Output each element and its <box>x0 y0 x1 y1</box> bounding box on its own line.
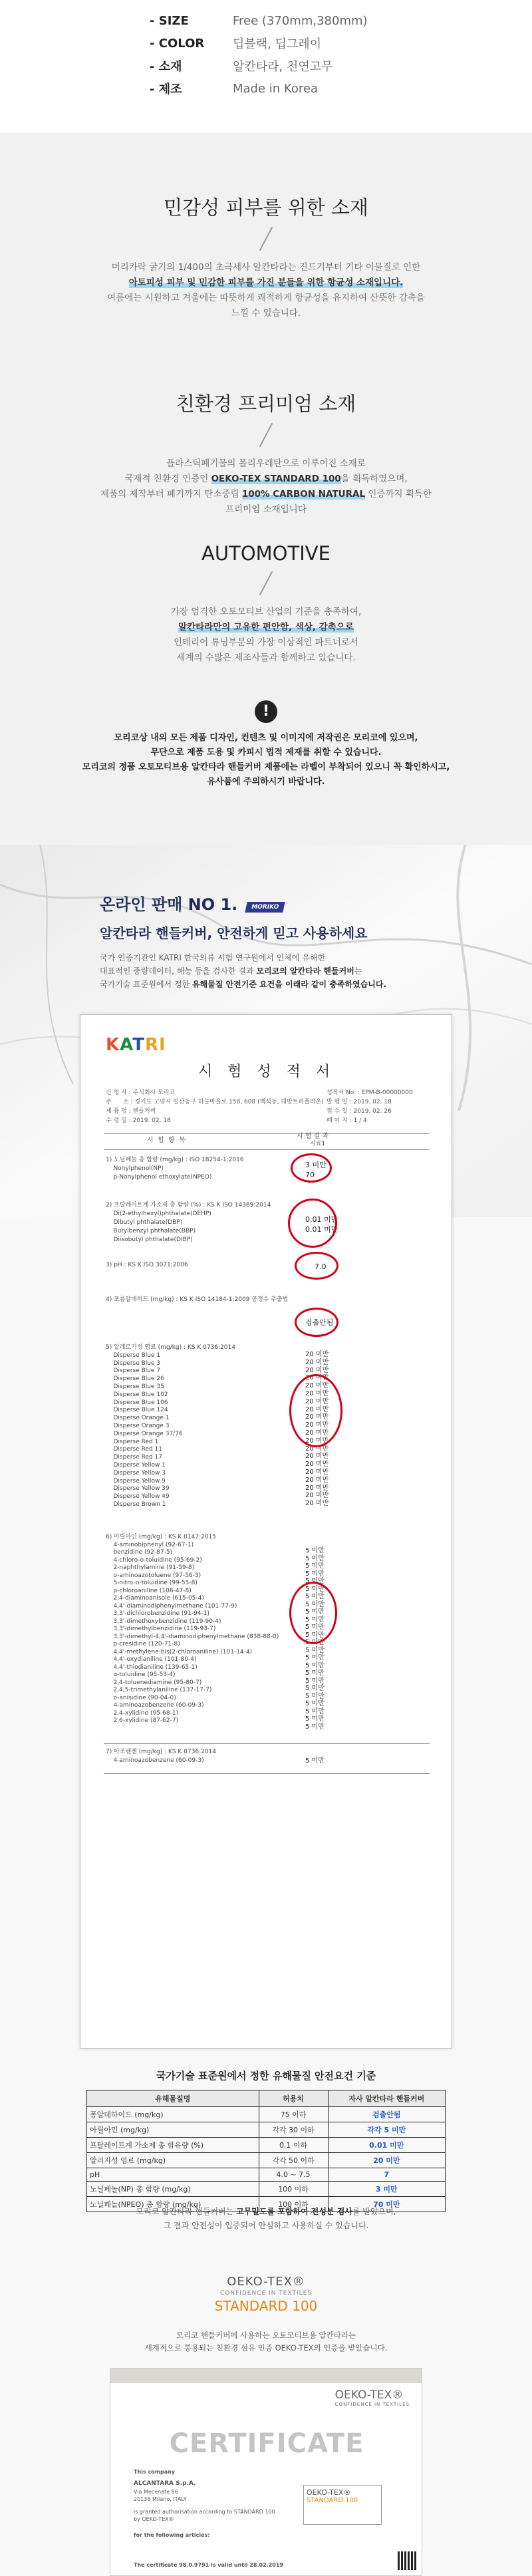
divider <box>259 227 273 251</box>
spec-key: - 소재 <box>150 57 233 74</box>
allergenic-dye-label: 5) 알레르기성 염료 (mg/kg) : KS K 0736:2014 Disperse Blue 1 Disperse Blue 3 Disperse Blue 7 Disperse Blue 26 Disperse Blue 35 Disperse Blue 102 Disperse Blue 106 Disperse Blue 124 Disperse Orange 1 Disperse Orange 3 Disperse Orange 37/76 Disperse Red 1 Disperse Red 11 Disperse Red 17 Disperse Yellow 1 Disperse Yellow 3 Disperse Yellow 9 Disperse Yellow 39 Disperse Yellow 49 Disperse Brown 1 <box>106 1344 235 1508</box>
paragraph <box>0 456 532 517</box>
text-line: 프리미엄 소재입니다 <box>225 504 307 515</box>
highlight-circle <box>289 1582 337 1644</box>
report-title: 시 험 성 적 서 <box>198 1064 336 1080</box>
paragraph <box>0 260 532 321</box>
text-line: 를 받았으며, <box>352 2207 396 2216</box>
text-line: 인테리어 튜닝부분의 가장 이상적인 파트너로서 <box>174 637 358 648</box>
spec-row-size <box>150 9 532 32</box>
company-address: Via Mecenate 86 20138 Milano, ITALY <box>134 2489 187 2502</box>
highlighted-text: 아토피성 피부 및 민감한 피부를 가진 분들을 위한 항균성 소재입니다. <box>128 277 404 288</box>
certification-section <box>0 845 532 2576</box>
highlight-circle <box>288 1199 337 1248</box>
promo-title: 온라인 판매 NO 1. <box>100 895 238 914</box>
product-spec <box>0 0 532 133</box>
oeko-tex-heading <box>0 2275 532 2314</box>
spec-value: 딥블랙, 딥그레이 <box>233 37 322 51</box>
text-line: 여름에는 시원하고 겨울에는 따뜻하게 쾌적하게 항균성을 유지하여 산뜻한 감촉을 <box>107 293 425 303</box>
azobenzene-value: 5 미만 <box>305 1757 325 1765</box>
text-line: 을 획득하였으며, <box>340 474 408 484</box>
highlight-circle <box>291 1153 332 1183</box>
logo-letter: T <box>132 1035 146 1055</box>
text-line: 유사품에 주의하시기 바랍니다. <box>207 777 325 787</box>
spec-row-material <box>150 55 532 77</box>
certificate-header-band <box>110 2368 422 2383</box>
arylamine-label: 6) 아릴아민 (mg/kg) : KS K 0147:2015 4-aminobiphenyl (92-67-1) benzidine (92-87-5) 4-chloro-o-toluidine (95-69-2) 2-naphthylamine (91-59-8) o-aminoazotoluene (97-56-3) 5-nitro-o-toluidine (99-55-8) p-chloroaniline (106-47-8) 2,4-diaminoanisole (615-05-4) 4,4'-diaminodiphenylmethane (101-77-9) 3,3'-dichlorobenzidine (91-94-1) 3,3'-dimethoxybenzidine (119-90-4) 3,3'-dimethylbenzidine (119-93-7) 3,3'-dimethyl-4,4'-diaminodiphenylmethane (838-88-0) p-cresidine (120-71-8) 4,4'-methylene-bis(2-chloroaniline) (101-14-4) 4,4'-oxydianiline (101-80-4) 4,4'-thiodianiline (139-65-1) o-toluidine (95-53-4) 2,4-toluenediamine (95-80-7) 2,4,5-trimethylaniline (137-17-7) o-anisidine (90-04-0) 4-aminoazobenzene (60-09-3) 2,4-xylidine (95-68-1) 2,6-xylidine (87-62-7) <box>106 1534 279 1724</box>
sensitive-skin-block <box>0 193 532 321</box>
table-row <box>87 2107 446 2122</box>
nonylphenol-value: 3 미만 70 <box>305 1161 327 1179</box>
cell: 알러지성 염료 (mg/kg) <box>87 2153 259 2168</box>
copyright-warning <box>0 700 532 789</box>
paragraph <box>0 605 532 666</box>
promo-subtitle: 알칸타라 핸들커버, 안전하게 믿고 사용하세요 <box>100 925 368 941</box>
standards-title: 국가기술 표준원에서 정한 유해물질 안전요건 기준 <box>156 2070 376 2082</box>
logo-text: OEKO-TEX® <box>334 2388 404 2402</box>
divider <box>104 1149 430 1150</box>
ph-label: 3) pH : KS K ISO 3071:2006 <box>106 1262 188 1268</box>
table-row <box>87 2168 446 2182</box>
cell: 폼알데하이드 (mg/kg) <box>87 2107 259 2122</box>
azobenzene-label: 7) 아조벤젠 (mg/kg) : KS K 0736:2014 4-aminoazobenzene (60-09-3) <box>106 1749 217 1764</box>
col-result-header: 시 험 결 과 <box>297 1133 329 1140</box>
logo-letter: A <box>120 1035 133 1055</box>
formaldehyde-value: 검출안됨 <box>305 1318 334 1327</box>
cell: 각각 5 미만 <box>328 2122 445 2138</box>
arylamine-value: 5 미만 5 미만 5 미만 5 미만 5 미만 5 미만 5 미만 5 미만 5 미만 5 미만 5 미만 5 미만 5 미만 5 미만 5 미만 5 미만 5 미만 5 미만 5 미만 5 미만 5 미만 5 미만 5 미만 5 미만 <box>305 1547 325 1731</box>
logo-subtext: CONFIDENCE IN TEXTILES <box>334 2402 410 2407</box>
formaldehyde-label: 4) 포름알데히드 (mg/kg) : KS K ISO 14184-1:2009 공정수 추출법 <box>106 1296 289 1303</box>
cell: 아릴아민 (mg/kg) <box>87 2122 259 2138</box>
spec-value: Free (370mm,380mm) <box>233 13 368 28</box>
section-title: 민감성 피부를 위한 소재 <box>164 196 368 219</box>
text-line: 는 <box>354 966 362 976</box>
logo-letter: K <box>106 1035 120 1055</box>
eco-material-block <box>0 389 532 517</box>
divider <box>259 571 273 595</box>
divider <box>104 1773 430 1774</box>
col-sample-header: 시료1 <box>310 1141 326 1147</box>
text-line: 인증까지 획득한 <box>365 489 432 500</box>
ph-value: 7.0 <box>315 1262 327 1271</box>
cell: 4.0 ~ 7.5 <box>259 2168 328 2182</box>
spec-key: - 제조 <box>150 80 233 97</box>
spec-row-color <box>150 32 532 55</box>
col-item-header: 시 험 항 목 <box>147 1137 186 1144</box>
certificate-logo <box>335 2388 410 2407</box>
text-line: 모리코상 내의 모든 제품 디자인, 컨텐츠 및 이미지에 저작권은 모리코에 있으며, <box>114 733 418 743</box>
valid-text: The certificate 98.0.9791 is valid until 28.02.2019 <box>134 2562 283 2568</box>
spec-row-origin <box>150 77 532 100</box>
text-line: 무단으로 제품 도용 및 카피시 법적 제재를 취할 수 있습니다. <box>150 748 382 758</box>
highlight-circle <box>295 1252 338 1280</box>
bold-text: 모리코의 알칸타라 핸들커버 <box>256 966 354 976</box>
text-line: 느낄 수 있습니다. <box>231 308 301 319</box>
divider <box>259 423 273 447</box>
feature-section <box>0 133 532 845</box>
table-row <box>87 2182 446 2197</box>
text-line: 그 결과 안전성이 입증되어 안심하고 사용하실 수 있습니다. <box>163 2221 369 2230</box>
certificate-label-box <box>303 2485 382 2525</box>
highlighted-text: OEKO-TEX STANDARD 100 <box>211 474 341 484</box>
company-label: This company <box>134 2469 176 2475</box>
cell: 노닐페놀(NPEO) 총 함량 (mg/kg) <box>87 2197 259 2212</box>
katri-logo <box>106 1035 166 1055</box>
cell: 프탈레이트계 가소제 총 함유량 (%) <box>87 2138 259 2153</box>
nonylphenol-label: 1) 노닐페놀 총 함량 (mg/kg) : ISO 18254-1:2016 Nonylphenol(NP) p-Nonylphenol ethoxylate(NPEO) <box>106 1157 244 1181</box>
spec-value: Made in Korea <box>233 81 318 96</box>
report-meta-right: 성적서 No. : EPM-B-00000000 발 행 일 : 2019. 02. 18 접 수 일 : 2019. 02. 26 페 이 지 : 1 / 4 <box>327 1089 413 1124</box>
highlight-circle <box>295 1308 338 1337</box>
table-header-row <box>87 2090 446 2107</box>
warning-text <box>0 731 532 789</box>
text-line: 세계의 수많은 제조사들과 함께하고 있습니다. <box>176 652 356 663</box>
company-name: ALCANTARA S.p.A. <box>134 2480 196 2487</box>
spec-key: - SIZE <box>150 14 233 28</box>
text-line: 모리코 알칸타라 핸들커버는 <box>136 2207 237 2216</box>
cell: 노닐페놀(NP) 총 함량 (mg/kg) <box>87 2182 259 2197</box>
box-brand: OEKO-TEX® <box>307 2488 351 2497</box>
report-meta-left: 신 청 자 : 주식회사 모리코 주 소 : 경기도 고양시 일산동구 하늘마을로 158, 608 (백석동, 대방트리플라온) 제 품 명 : 핸들커버 수 령 일 : 2019. 02. 18 <box>106 1089 324 1124</box>
text-line: 대표적인 중량데이터, 해능 등을 검사한 결과 <box>100 966 257 976</box>
table-row <box>87 2122 446 2138</box>
spec-value: 알칸타라, 천연고무 <box>233 60 333 74</box>
phthalate-label: 2) 프탈레이트계 가소제 총 함량 (%) : KS K ISO 14389:2014 Di(2-ethylhexyl)phthalate(DEHP) Dibutyl phthalate(DBP) Butylbenzyl phthalate(BBP) Diisobutyl phthalate(DIBP) <box>106 1202 271 1243</box>
cell: 100 이하 <box>259 2197 328 2212</box>
text-line: 국가 인증기관인 KATRI 한국의류 시험 연구원에서 인체에 유해한 <box>100 953 326 962</box>
highlight-circle <box>289 1374 342 1447</box>
cell: 검출안됨 <box>328 2107 445 2122</box>
cell: 100 이하 <box>259 2182 328 2197</box>
oeko-standard: STANDARD 100 <box>214 2298 318 2314</box>
oeko-paragraph <box>0 2329 532 2355</box>
table-row <box>87 2138 446 2153</box>
text-line: 가장 엄격한 오토모티브 산업의 기준을 충족하여, <box>170 607 362 617</box>
oeko-brand: OEKO-TEX® <box>227 2275 305 2289</box>
text-line: 모리코의 정품 오토모티브용 알칸타라 핸들커버 제품에는 라벨이 부착되어 있으니 꼭 확인하시고, <box>82 762 450 772</box>
cell: 각각 50 이하 <box>259 2153 328 2168</box>
section-title: 친환경 프리미엄 소재 <box>176 392 356 415</box>
text-line: 제품의 제작부터 폐기까지 탄소중립 <box>100 489 242 500</box>
text-line: 국가기술 표준원에서 정한 <box>100 980 192 989</box>
column-header: 자사 알칸타라 핸들커버 <box>328 2090 445 2107</box>
following-text: for the following articles: <box>134 2532 210 2538</box>
test-report-document <box>80 1014 452 2049</box>
spec-key: - COLOR <box>150 37 233 51</box>
column-header: 유해물질명 <box>87 2090 259 2107</box>
cell: 0.01 미만 <box>328 2138 445 2153</box>
highlighted-text: 알칸타라만의 고유한 편안함, 색상, 감촉으로 <box>178 622 354 633</box>
highlighted-text: 100% CARBON NATURAL <box>241 489 366 500</box>
text-line: 모리코 핸들커버에 사용하는 오토모티브용 알칸타라는 <box>176 2331 356 2340</box>
automotive-block <box>0 542 532 666</box>
cell: 7 <box>328 2168 445 2182</box>
bold-text: 유해물질 안전기준 요건을 이래라 같이 충족하였습니다. <box>192 980 387 989</box>
divider <box>104 1743 430 1744</box>
exclamation-icon: ! <box>255 700 277 723</box>
allergenic-dye-value: 20 미만 20 미만 20 미만 20 미만 20 미만 20 미만 20 미만 20 미만 20 미만 20 미만 20 미만 20 미만 20 미만 20 미만 20 미만 20 미만 20 미만 20 미만 20 미만 20 미만 <box>305 1351 329 1508</box>
cell: 3 미만 <box>328 2182 445 2197</box>
section-title: AUTOMOTIVE <box>201 542 331 565</box>
bold-text: 고무밀도를 포함하여 전성분 검사 <box>236 2207 352 2216</box>
brand-badge: MORIKO <box>245 902 286 913</box>
oeko-tagline: CONFIDENCE IN TEXTILES <box>219 2290 313 2297</box>
box-standard: STANDARD 100 <box>307 2497 358 2504</box>
promo-text <box>100 891 386 991</box>
column-header: 허용치 <box>259 2090 328 2107</box>
certificate-title: CERTIFICATE <box>169 2428 364 2459</box>
phthalate-value: 0.01 미만 0.01 미만 <box>305 1215 338 1234</box>
logo-letter: RI <box>145 1035 166 1055</box>
cell: 20 미만 <box>328 2153 445 2168</box>
cell: pH <box>87 2168 259 2182</box>
divider <box>104 1133 430 1134</box>
cell: 75 이하 <box>259 2107 328 2122</box>
qr-code-icon <box>398 2551 416 2570</box>
text-line: 국제적 친환경 인증인 <box>124 474 211 484</box>
text-line: 플라스틱폐기물의 폴리우레탄으로 이루어진 소재로 <box>166 458 366 469</box>
cell: 70 미만 <box>328 2197 445 2212</box>
cell: 각각 30 이하 <box>259 2122 328 2138</box>
promo-paragraph <box>100 951 386 991</box>
text-line: 세계적으로 통용되는 친환경 섬유 인증 OEKO-TEX의 인증을 받았습니다. <box>144 2343 388 2353</box>
cell: 0.1 이하 <box>259 2138 328 2153</box>
granted-text: is granted authorisation according to STANDARD 100 by OEKO-TEX® <box>134 2509 275 2522</box>
text-line: 머리카락 굵기의 1/400의 초극세사 알칸타라는 진드기부터 기타 이물질로 인한 <box>111 262 421 273</box>
standards-table <box>86 2090 446 2212</box>
standards-note <box>0 2205 532 2233</box>
oeko-certificate <box>110 2368 422 2576</box>
table-row <box>87 2153 446 2168</box>
